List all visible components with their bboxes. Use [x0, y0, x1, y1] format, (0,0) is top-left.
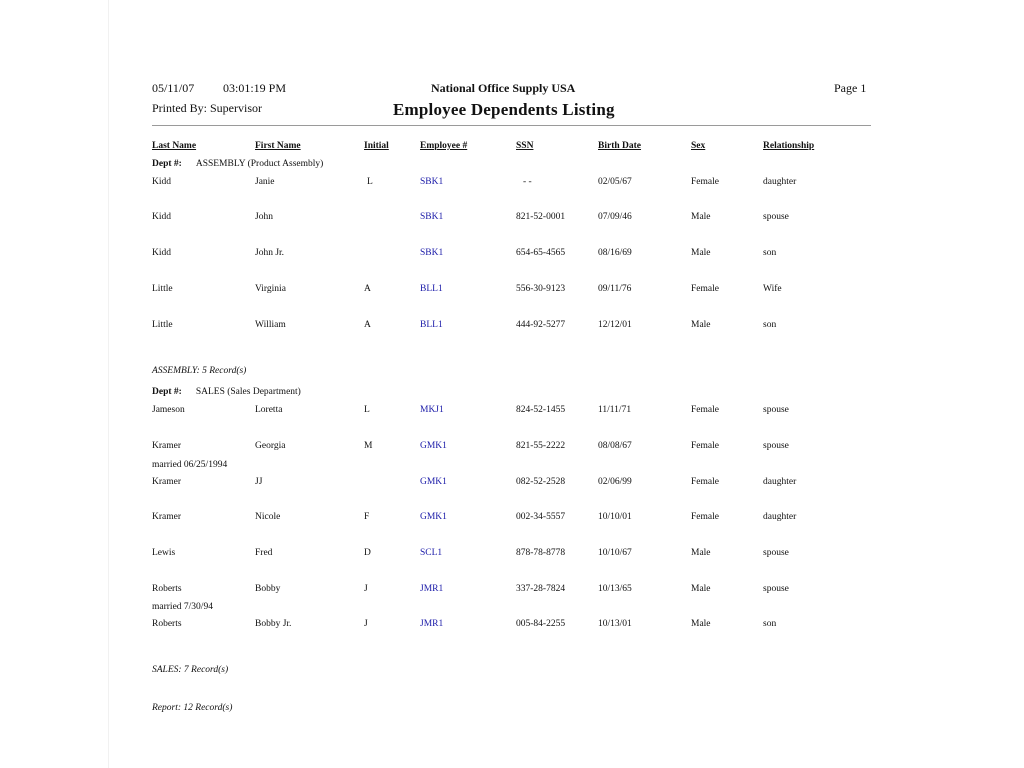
dept-label: Dept #: [152, 387, 182, 397]
group-summary: ASSEMBLY: 5 Record(s) [152, 366, 247, 376]
cell-first-name: Fred [255, 548, 273, 558]
cell-employee-number[interactable]: BLL1 [420, 284, 443, 294]
cell-relationship: daughter [763, 512, 797, 522]
cell-relationship: spouse [763, 584, 789, 594]
col-last-name: Last Name [152, 141, 197, 151]
cell-employee-number[interactable]: MKJ1 [420, 405, 444, 415]
dept-name: ASSEMBLY (Product Assembly) [195, 159, 324, 169]
cell-birth-date: 07/09/46 [598, 212, 632, 222]
cell-birth-date: 10/10/01 [598, 512, 632, 522]
cell-initial: D [364, 548, 371, 558]
cell-last-name: Kramer [152, 512, 182, 522]
cell-initial: A [364, 320, 371, 330]
cell-ssn: 002-34-5557 [516, 512, 566, 522]
cell-relationship: Wife [763, 284, 782, 294]
print-time: 03:01:19 PM [223, 81, 287, 95]
cell-birth-date: 02/05/67 [598, 177, 632, 187]
cell-employee-number[interactable]: GMK1 [420, 441, 447, 451]
cell-last-name: Kramer [152, 477, 182, 487]
cell-birth-date: 11/11/71 [598, 405, 632, 415]
cell-first-name: John Jr. [255, 248, 285, 258]
cell-first-name: Loretta [255, 405, 283, 415]
col-first-name: First Name [255, 141, 301, 151]
col-relationship: Relationship [763, 141, 815, 151]
col-initial: Initial [364, 141, 389, 151]
cell-ssn: 005-84-2255 [516, 619, 566, 629]
cell-ssn: 824-52-1455 [516, 405, 566, 415]
cell-employee-number[interactable]: SBK1 [420, 177, 444, 187]
cell-initial: L [367, 177, 373, 187]
cell-relationship: son [763, 320, 777, 330]
cell-last-name: Little [152, 284, 173, 294]
cell-sex: Male [691, 584, 711, 594]
cell-first-name: Nicole [255, 512, 281, 522]
dept-header [152, 159, 323, 169]
cell-last-name: Roberts [152, 619, 182, 629]
cell-first-name: Bobby Jr. [255, 619, 292, 629]
cell-relationship: spouse [763, 441, 789, 451]
col-sex: Sex [691, 141, 706, 151]
cell-sex: Male [691, 248, 711, 258]
cell-employee-number[interactable]: GMK1 [420, 512, 447, 522]
page-number: Page 1 [834, 81, 867, 95]
cell-relationship: son [763, 619, 777, 629]
cell-relationship: daughter [763, 177, 797, 187]
cell-first-name: Janie [255, 177, 275, 187]
cell-birth-date: 12/12/01 [598, 320, 632, 330]
cell-relationship: spouse [763, 548, 789, 558]
cell-sex: Male [691, 548, 711, 558]
cell-employee-number[interactable]: SBK1 [420, 248, 444, 258]
cell-first-name: JJ [255, 477, 263, 487]
cell-initial: M [364, 441, 373, 451]
cell-birth-date: 08/08/67 [598, 441, 632, 451]
cell-last-name: Roberts [152, 584, 182, 594]
cell-sex: Male [691, 619, 711, 629]
cell-ssn: 654-65-4565 [516, 248, 566, 258]
cell-ssn: 821-52-0001 [516, 212, 566, 222]
cell-initial: J [364, 584, 368, 594]
cell-sex: Female [691, 284, 719, 294]
cell-sex: Female [691, 405, 719, 415]
cell-employee-number[interactable]: SBK1 [420, 212, 444, 222]
row-note: married 06/25/1994 [152, 460, 228, 470]
cell-birth-date: 09/11/76 [598, 284, 632, 294]
cell-last-name: Kidd [152, 248, 171, 258]
company-name: National Office Supply USA [431, 81, 576, 95]
cell-initial: A [364, 284, 371, 294]
cell-birth-date: 10/13/65 [598, 584, 632, 594]
header-divider [152, 125, 871, 126]
cell-ssn: 082-52-2528 [516, 477, 566, 487]
col-employee-number: Employee # [420, 141, 468, 151]
col-ssn: SSN [516, 141, 534, 151]
cell-last-name: Little [152, 320, 173, 330]
cell-ssn: - - [523, 177, 532, 187]
cell-relationship: son [763, 248, 777, 258]
cell-employee-number[interactable]: JMR1 [420, 619, 444, 629]
cell-first-name: Bobby [255, 584, 281, 594]
col-birth-date: Birth Date [598, 141, 642, 151]
cell-relationship: spouse [763, 212, 789, 222]
cell-employee-number[interactable]: BLL1 [420, 320, 443, 330]
report-summary: Report: 12 Record(s) [152, 703, 233, 713]
cell-ssn: 337-28-7824 [516, 584, 566, 594]
cell-ssn: 821-55-2222 [516, 441, 566, 451]
group-summary: SALES: 7 Record(s) [152, 665, 229, 675]
cell-last-name: Kidd [152, 212, 171, 222]
cell-sex: Female [691, 477, 719, 487]
printed-by: Printed By: Supervisor [152, 101, 262, 115]
cell-initial: F [364, 512, 370, 522]
row-note: married 7/30/94 [152, 602, 213, 612]
cell-first-name: Georgia [255, 441, 286, 451]
cell-first-name: William [255, 320, 286, 330]
cell-employee-number[interactable]: GMK1 [420, 477, 447, 487]
cell-employee-number[interactable]: SCL1 [420, 548, 443, 558]
cell-initial: L [364, 405, 370, 415]
cell-sex: Female [691, 441, 719, 451]
cell-last-name: Lewis [152, 548, 176, 558]
dept-label: Dept #: [152, 159, 182, 169]
cell-employee-number[interactable]: JMR1 [420, 584, 444, 594]
dept-header [152, 387, 301, 397]
cell-first-name: John [255, 212, 273, 222]
cell-initial: J [364, 619, 368, 629]
cell-ssn: 878-78-8778 [516, 548, 566, 558]
cell-ssn: 556-30-9123 [516, 284, 566, 294]
cell-relationship: daughter [763, 477, 797, 487]
cell-first-name: Virginia [255, 284, 286, 294]
cell-birth-date: 10/10/67 [598, 548, 632, 558]
cell-last-name: Jameson [152, 405, 185, 415]
cell-birth-date: 10/13/01 [598, 619, 632, 629]
page-title: Employee Dependents Listing [393, 100, 615, 119]
cell-relationship: spouse [763, 405, 789, 415]
cell-sex: Female [691, 512, 719, 522]
cell-birth-date: 08/16/69 [598, 248, 632, 258]
cell-sex: Male [691, 320, 711, 330]
cell-ssn: 444-92-5277 [516, 320, 566, 330]
page-edge [108, 0, 109, 768]
print-date: 05/11/07 [152, 81, 195, 95]
cell-birth-date: 02/06/99 [598, 477, 632, 487]
cell-sex: Female [691, 177, 719, 187]
cell-last-name: Kramer [152, 441, 182, 451]
dept-name: SALES (Sales Department) [195, 387, 301, 397]
cell-last-name: Kidd [152, 177, 171, 187]
cell-sex: Male [691, 212, 711, 222]
